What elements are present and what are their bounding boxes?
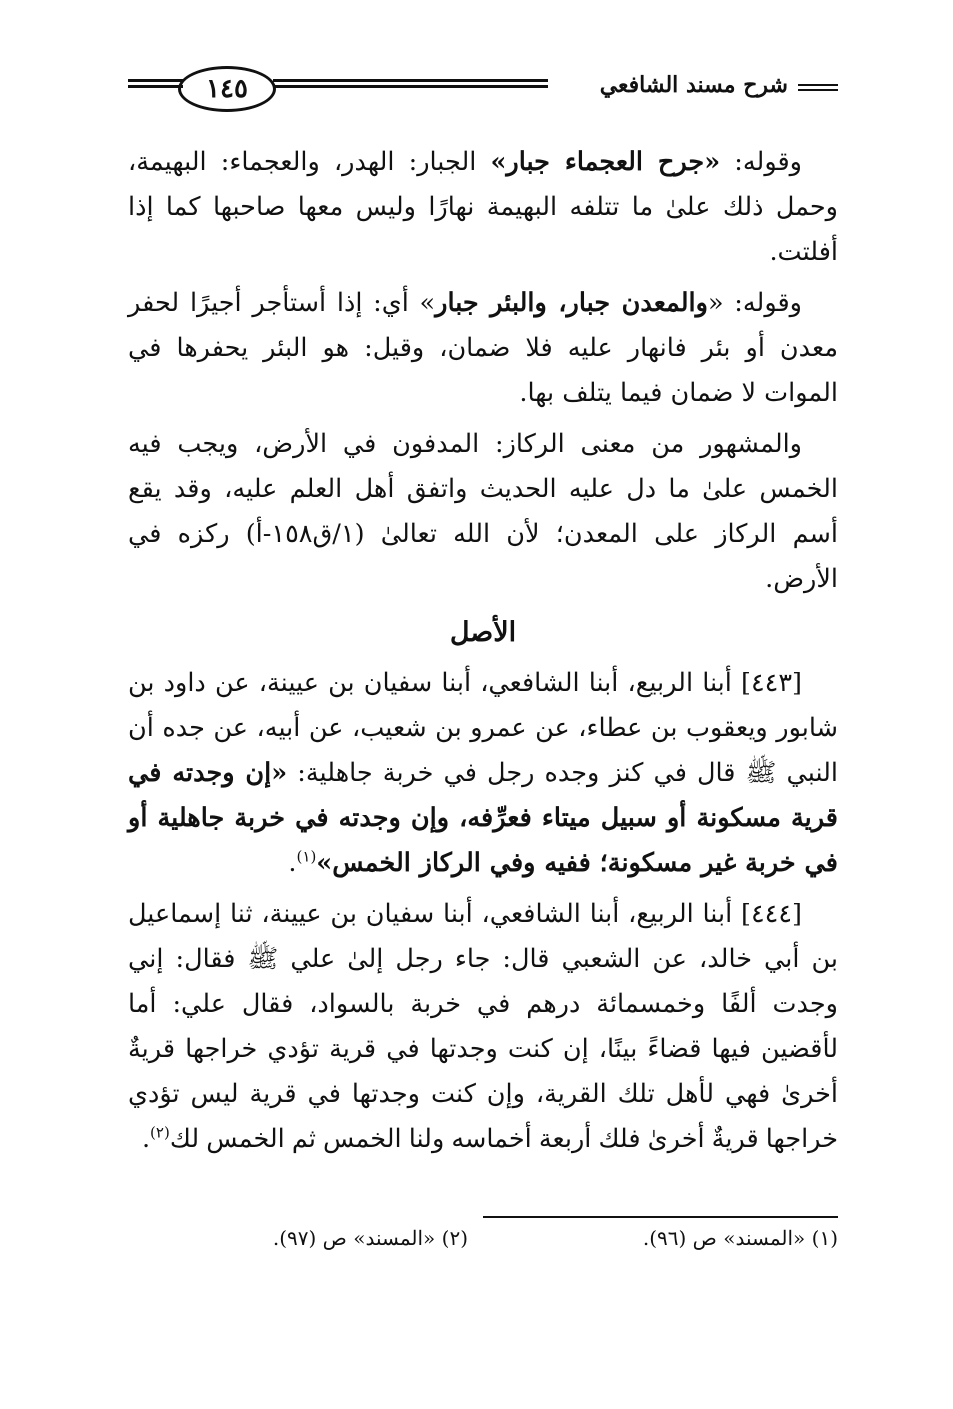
text: وقوله: — [720, 147, 802, 177]
hadith-matn: «إن وجدته في قرية مسكونة أو سبيل ميتاء فعرِّفه، وإن وجدته في خربة جاهلية أو في خربة غير مسكونة؛ ففيه وفي الركاز الخمس» — [128, 758, 838, 878]
section-heading: الأصل — [449, 617, 517, 648]
footnote-separator — [483, 1216, 838, 1218]
footnote-ref-2[interactable]: (٢) — [150, 1123, 170, 1142]
paragraph-3: والمشهور من معنى الركاز: المدفون في الأرض، ويجب فيه الخمس علىٰ ما دل عليه الحديث واتفق أهل العلم عليه، وقد يقع أسم الركاز على المعدن؛ لأن الله تعالىٰ (١/ق١٥٨-أ) ركزه في الأرض. — [128, 429, 838, 594]
footnotes — [128, 1226, 838, 1262]
book-title: شرح مسند الشافعي — [599, 72, 788, 98]
quoted-hadith: والمعدن جبار، والبئر جبار — [435, 288, 708, 318]
isnad: [٤٤٣] أبنا الربيع، أبنا الشافعي، أبنا سفيان بن عيينة، عن داود بن شابور ويعقوب بن عطاء، عن عمرو بن شعيب، عن أبيه، عن جده أن النبي ﷺ قال في كنز وجده رجل في خربة جاهلية: — [128, 668, 838, 788]
paragraph-1 — [128, 140, 838, 275]
header-rule — [273, 79, 548, 99]
paragraph-2 — [128, 281, 838, 416]
page-header — [128, 66, 838, 116]
text: الجبار: الهدر، والعجماء: البهيمة، وحمل ذلك علىٰ ما تتلفه البهيمة نهارًا وليس معها صاحبها كما إذا أفلتت. — [128, 147, 838, 267]
hadith-444 — [128, 892, 838, 1162]
page-number: ١٤٥ — [178, 66, 276, 112]
footnote-1: (١) «المسند» ص (٩٦). — [642, 1226, 838, 1250]
isnad-and-matn: [٤٤٤] أبنا الربيع، أبنا الشافعي، أبنا سفيان بن عيينة، ثنا إسماعيل بن أبي خالد، عن الشعبي قال: جاء رجل إلىٰ علي ﷺ فقال: إني وجدت ألفًا وخمسمائة درهم في خربة بالسواد، فقال علي: أما لأقضين فيها قضاءً بينًا، إن كنت وجدتها في قرية تؤدي خراجها قريةٌ أخرىٰ فهي لأهل تلك القرية، وإن كنت وجدتها في قرية ليس تؤدي خراجها قريةٌ أخرىٰ فلك أربعة أخماسه ولنا الخمس ثم الخمس لك — [128, 899, 838, 1154]
page-body — [128, 140, 838, 1168]
text: وقوله: « — [707, 288, 802, 318]
header-ornament — [798, 84, 838, 96]
footnote-ref-1[interactable]: (١) — [296, 847, 317, 866]
header-rule-left — [128, 79, 183, 99]
text: . — [141, 1124, 151, 1154]
text: . — [288, 848, 297, 878]
text: » أي: إذا أستأجر أجيرًا لحفر معدن أو بئر فانهار عليه فلا ضمان، وقيل: هو البئر يحفرها في الموات لا ضمان فيما يتلف بها. — [128, 288, 838, 408]
footnote-2: (٢) «المسند» ص (٩٧). — [272, 1226, 468, 1250]
hadith-443 — [128, 661, 838, 886]
quoted-hadith: «جرح العجماء جبار» — [490, 147, 721, 177]
